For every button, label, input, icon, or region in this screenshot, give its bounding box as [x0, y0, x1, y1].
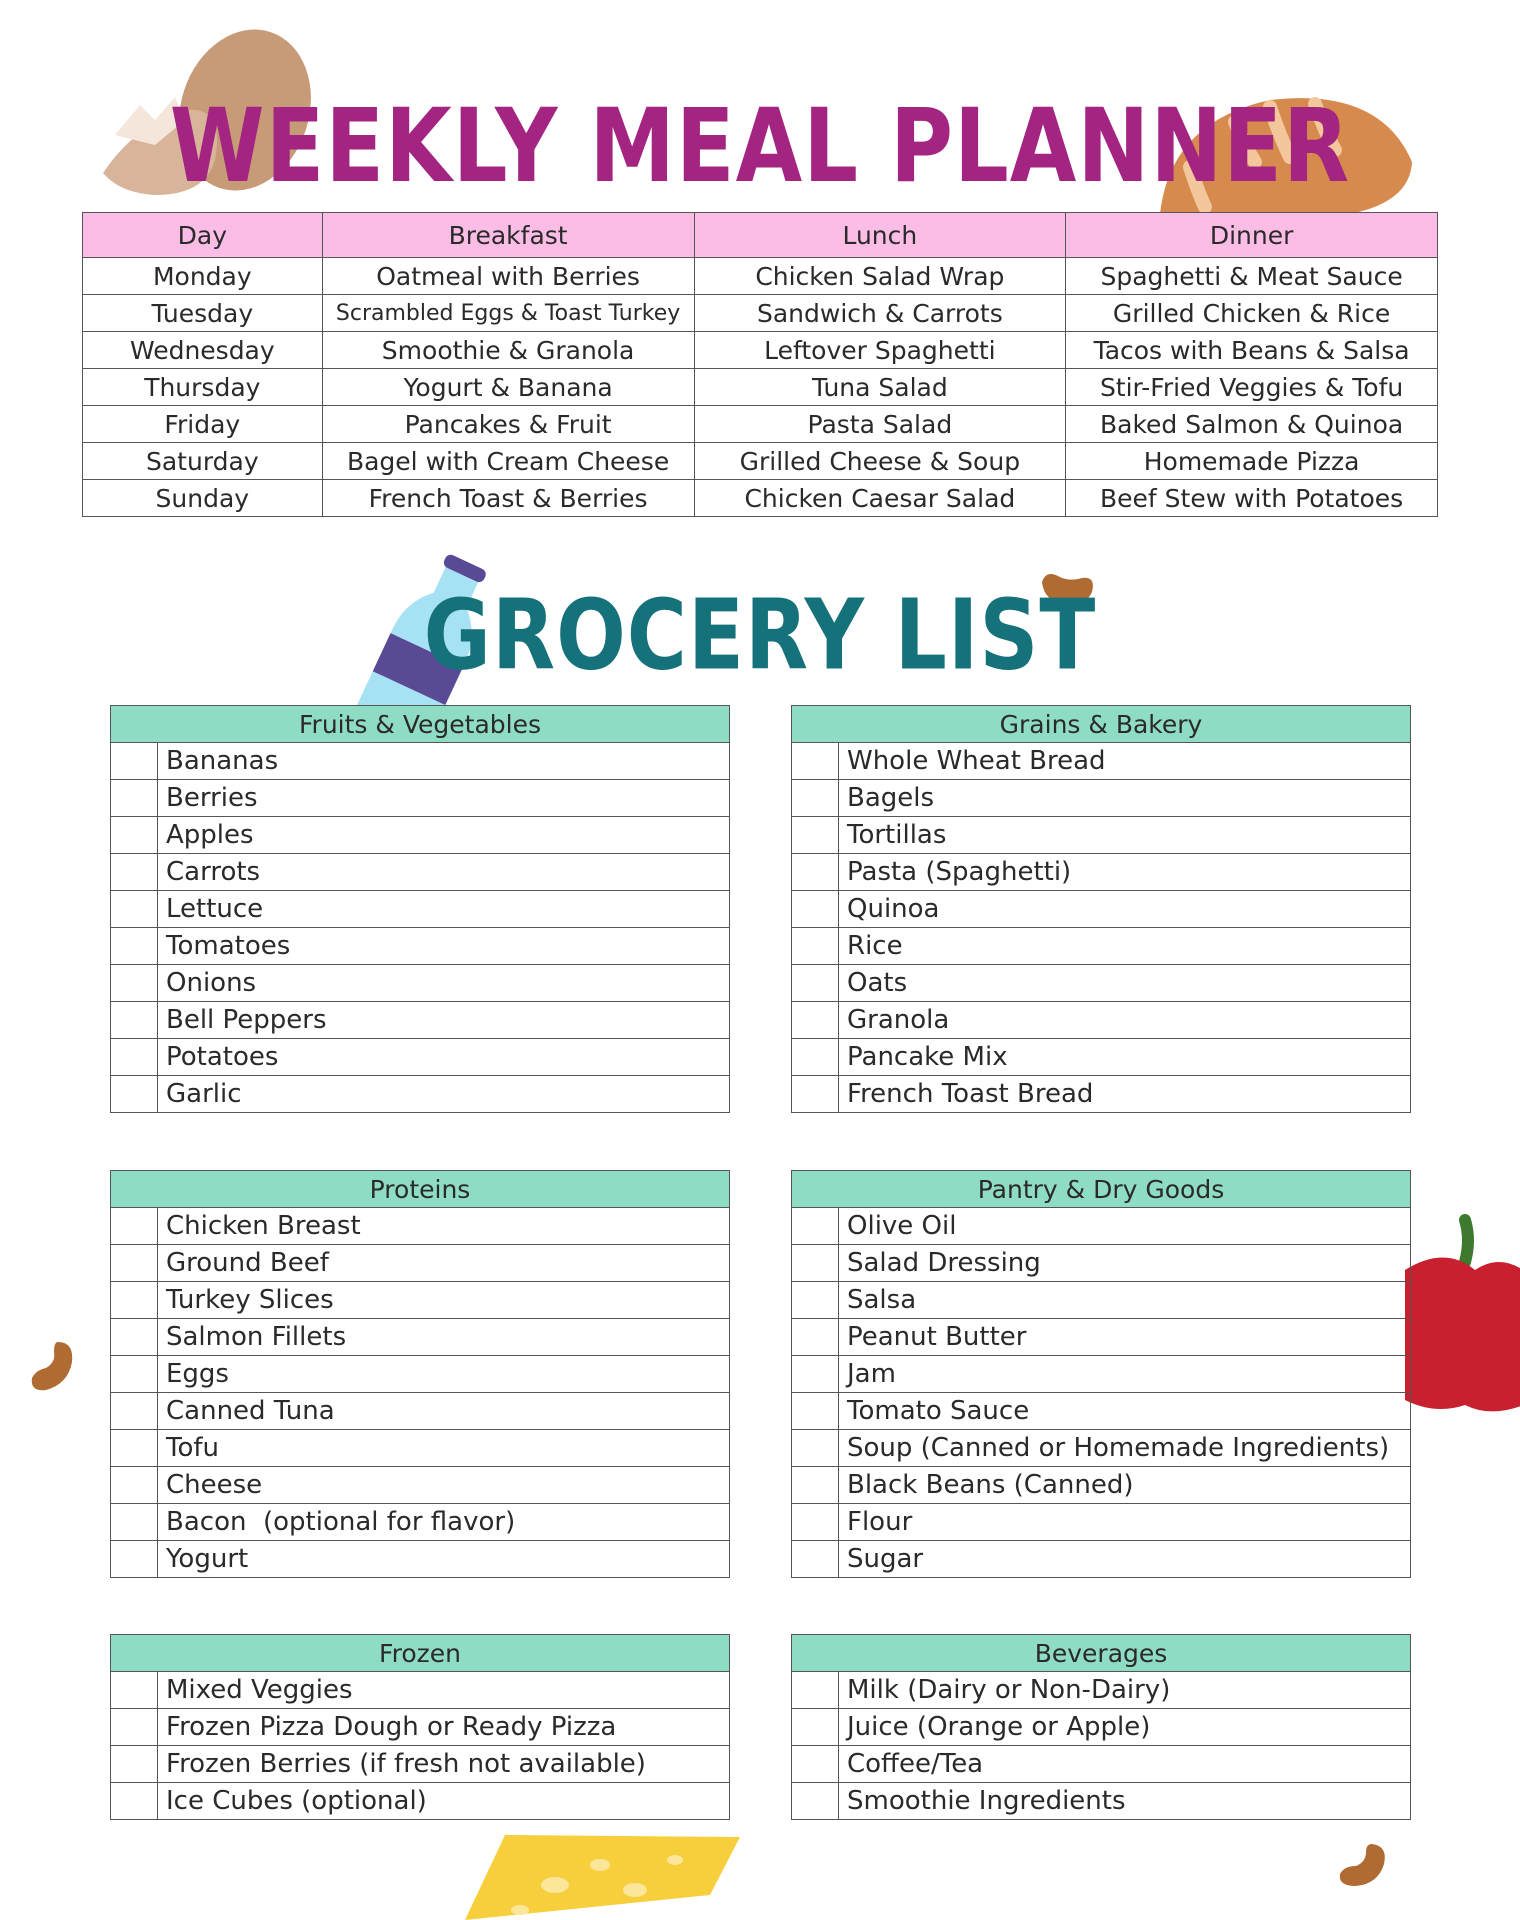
list-item [792, 928, 1411, 965]
section-heading: Fruits & Vegetables [111, 706, 730, 743]
list-item [111, 1356, 730, 1393]
item-label: Canned Tuna [158, 1393, 730, 1430]
checkbox[interactable] [792, 1002, 839, 1039]
list-item [792, 817, 1411, 854]
list-item [111, 928, 730, 965]
checkbox[interactable] [111, 1076, 158, 1113]
checkbox[interactable] [111, 817, 158, 854]
item-label: Lettuce [158, 891, 730, 928]
checkbox[interactable] [111, 1002, 158, 1039]
checkbox[interactable] [792, 1672, 839, 1709]
table-row [83, 258, 1438, 295]
lunch-cell: Chicken Salad Wrap [694, 258, 1066, 295]
grocery-section-frozen [110, 1634, 730, 1820]
lunch-cell: Chicken Caesar Salad [694, 480, 1066, 517]
item-label: Pasta (Spaghetti) [839, 854, 1411, 891]
checkbox[interactable] [792, 891, 839, 928]
grocery-section-beverages [791, 1634, 1411, 1820]
list-item [111, 780, 730, 817]
checkbox[interactable] [111, 1356, 158, 1393]
checkbox[interactable] [792, 1541, 839, 1578]
breakfast-cell: Scrambled Eggs & Toast Turkey [322, 295, 694, 332]
item-label: Salsa [839, 1282, 1411, 1319]
item-label: Mixed Veggies [158, 1672, 730, 1709]
dinner-cell: Homemade Pizza [1066, 443, 1438, 480]
list-item [792, 1076, 1411, 1113]
breakfast-cell: Bagel with Cream Cheese [322, 443, 694, 480]
list-item [111, 743, 730, 780]
list-item [792, 1208, 1411, 1245]
checkbox[interactable] [111, 1430, 158, 1467]
checkbox[interactable] [111, 891, 158, 928]
dinner-cell: Beef Stew with Potatoes [1066, 480, 1438, 517]
checkbox[interactable] [792, 1039, 839, 1076]
item-label: Sugar [839, 1541, 1411, 1578]
day-cell: Saturday [83, 443, 323, 480]
dinner-cell: Tacos with Beans & Salsa [1066, 332, 1438, 369]
dinner-cell: Baked Salmon & Quinoa [1066, 406, 1438, 443]
list-item [792, 1002, 1411, 1039]
checkbox[interactable] [111, 1746, 158, 1783]
item-label: Rice [839, 928, 1411, 965]
list-item [111, 817, 730, 854]
item-label: Eggs [158, 1356, 730, 1393]
checkbox[interactable] [792, 1319, 839, 1356]
list-item [792, 965, 1411, 1002]
list-item [111, 891, 730, 928]
list-item [111, 1245, 730, 1282]
item-label: Yogurt [158, 1541, 730, 1578]
list-item [111, 1002, 730, 1039]
table-header-row [83, 213, 1438, 258]
item-label: Tomatoes [158, 928, 730, 965]
checkbox[interactable] [792, 928, 839, 965]
item-label: Milk (Dairy or Non-Dairy) [839, 1672, 1411, 1709]
item-label: Granola [839, 1002, 1411, 1039]
list-item [792, 743, 1411, 780]
checkbox[interactable] [111, 1245, 158, 1282]
day-cell: Sunday [83, 480, 323, 517]
checkbox[interactable] [792, 854, 839, 891]
table-row [83, 369, 1438, 406]
list-item [111, 1541, 730, 1578]
checkbox[interactable] [111, 928, 158, 965]
checkbox[interactable] [792, 1393, 839, 1430]
item-label: Ground Beef [158, 1245, 730, 1282]
grocery-section-grains-bakery [791, 705, 1411, 1113]
item-label: Frozen Berries (if fresh not available) [158, 1746, 730, 1783]
list-item [792, 1430, 1411, 1467]
table-row [83, 332, 1438, 369]
cheese-illustration [465, 1835, 740, 1920]
checkbox[interactable] [792, 780, 839, 817]
checkbox[interactable] [792, 1430, 839, 1467]
checkbox[interactable] [792, 817, 839, 854]
list-item [792, 1356, 1411, 1393]
list-item [792, 854, 1411, 891]
list-item [792, 1282, 1411, 1319]
checkbox[interactable] [111, 1709, 158, 1746]
checkbox[interactable] [111, 1039, 158, 1076]
item-label: Tortillas [839, 817, 1411, 854]
checkbox[interactable] [111, 1541, 158, 1578]
table-row [83, 443, 1438, 480]
item-label: Apples [158, 817, 730, 854]
list-item [111, 1319, 730, 1356]
checkbox[interactable] [792, 1709, 839, 1746]
checkbox[interactable] [111, 1208, 158, 1245]
list-item [111, 1076, 730, 1113]
lunch-cell: Pasta Salad [694, 406, 1066, 443]
checkbox[interactable] [111, 743, 158, 780]
item-label: Jam [839, 1356, 1411, 1393]
bean-illustration [28, 1338, 80, 1394]
item-label: Salad Dressing [839, 1245, 1411, 1282]
list-item [111, 1282, 730, 1319]
breakfast-cell: Pancakes & Fruit [322, 406, 694, 443]
grocery-section-fruits-vegetables [110, 705, 730, 1113]
list-item [792, 1245, 1411, 1282]
item-label: Carrots [158, 854, 730, 891]
item-label: Tomato Sauce [839, 1393, 1411, 1430]
list-item [792, 1672, 1411, 1709]
breakfast-cell: French Toast & Berries [322, 480, 694, 517]
item-label: Tofu [158, 1430, 730, 1467]
list-item [111, 854, 730, 891]
list-item [792, 1783, 1411, 1820]
list-item [792, 1541, 1411, 1578]
section-heading: Beverages [792, 1635, 1411, 1672]
list-item [111, 1467, 730, 1504]
page-title: WEEKLY MEAL PLANNER [169, 88, 1351, 206]
item-label: Pancake Mix [839, 1039, 1411, 1076]
checkbox[interactable] [792, 1356, 839, 1393]
list-item [792, 1746, 1411, 1783]
item-label: Onions [158, 965, 730, 1002]
checkbox[interactable] [792, 1504, 839, 1541]
item-label: French Toast Bread [839, 1076, 1411, 1113]
item-label: Coffee/Tea [839, 1746, 1411, 1783]
list-item [792, 1467, 1411, 1504]
table-row [83, 480, 1438, 517]
lunch-cell: Tuna Salad [694, 369, 1066, 406]
checkbox[interactable] [792, 1245, 839, 1282]
list-item [792, 1393, 1411, 1430]
checkbox[interactable] [111, 1319, 158, 1356]
section-heading: Proteins [111, 1171, 730, 1208]
list-item [792, 1039, 1411, 1076]
item-label: Potatoes [158, 1039, 730, 1076]
checkbox[interactable] [111, 965, 158, 1002]
dinner-cell: Spaghetti & Meat Sauce [1066, 258, 1438, 295]
item-label: Peanut Butter [839, 1319, 1411, 1356]
item-label: Oats [839, 965, 1411, 1002]
list-item [792, 891, 1411, 928]
item-label: Whole Wheat Bread [839, 743, 1411, 780]
item-label: Juice (Orange or Apple) [839, 1709, 1411, 1746]
dinner-cell: Grilled Chicken & Rice [1066, 295, 1438, 332]
item-label: Bagels [839, 780, 1411, 817]
dinner-cell: Stir-Fried Veggies & Tofu [1066, 369, 1438, 406]
lunch-cell: Sandwich & Carrots [694, 295, 1066, 332]
list-item [111, 1672, 730, 1709]
item-label: Cheese [158, 1467, 730, 1504]
list-item [111, 1709, 730, 1746]
day-cell: Tuesday [83, 295, 323, 332]
item-label: Bacon (optional for flavor) [158, 1504, 730, 1541]
day-cell: Thursday [83, 369, 323, 406]
grocery-list-title: GROCERY LIST [423, 580, 1097, 693]
table-row [83, 295, 1438, 332]
column-header-lunch: Lunch [694, 213, 1066, 258]
item-label: Salmon Fillets [158, 1319, 730, 1356]
breakfast-cell: Oatmeal with Berries [322, 258, 694, 295]
list-item [111, 1746, 730, 1783]
item-label: Bananas [158, 743, 730, 780]
checkbox[interactable] [111, 1783, 158, 1820]
item-label: Ice Cubes (optional) [158, 1783, 730, 1820]
list-item [111, 1208, 730, 1245]
list-item [792, 1319, 1411, 1356]
checkbox[interactable] [792, 1076, 839, 1113]
lunch-cell: Grilled Cheese & Soup [694, 443, 1066, 480]
grocery-section-proteins [110, 1170, 730, 1578]
section-heading: Pantry & Dry Goods [792, 1171, 1411, 1208]
checkbox[interactable] [792, 1467, 839, 1504]
item-label: Flour [839, 1504, 1411, 1541]
list-item [792, 1709, 1411, 1746]
list-item [111, 965, 730, 1002]
checkbox[interactable] [792, 965, 839, 1002]
checkbox[interactable] [111, 1504, 158, 1541]
list-item [111, 1393, 730, 1430]
day-cell: Monday [83, 258, 323, 295]
day-cell: Friday [83, 406, 323, 443]
item-label: Frozen Pizza Dough or Ready Pizza [158, 1709, 730, 1746]
checkbox[interactable] [111, 1672, 158, 1709]
table-row [83, 406, 1438, 443]
checkbox[interactable] [111, 854, 158, 891]
item-label: Chicken Breast [158, 1208, 730, 1245]
column-header-breakfast: Breakfast [322, 213, 694, 258]
list-item [792, 780, 1411, 817]
meal-planner-table [82, 212, 1438, 517]
list-item [111, 1039, 730, 1076]
bean-illustration [1336, 1840, 1392, 1890]
checkbox[interactable] [792, 1783, 839, 1820]
item-label: Garlic [158, 1076, 730, 1113]
lunch-cell: Leftover Spaghetti [694, 332, 1066, 369]
checkbox[interactable] [111, 780, 158, 817]
checkbox[interactable] [792, 1746, 839, 1783]
breakfast-cell: Yogurt & Banana [322, 369, 694, 406]
checkbox[interactable] [792, 1282, 839, 1319]
section-heading: Frozen [111, 1635, 730, 1672]
grocery-section-pantry-dry-goods [791, 1170, 1411, 1578]
item-label: Turkey Slices [158, 1282, 730, 1319]
column-header-dinner: Dinner [1066, 213, 1438, 258]
list-item [792, 1504, 1411, 1541]
item-label: Soup (Canned or Homemade Ingredients) [839, 1430, 1411, 1467]
column-header-day: Day [83, 213, 323, 258]
apple-illustration [1405, 1210, 1520, 1415]
checkbox[interactable] [111, 1467, 158, 1504]
list-item [111, 1783, 730, 1820]
checkbox[interactable] [111, 1393, 158, 1430]
checkbox[interactable] [792, 743, 839, 780]
item-label: Olive Oil [839, 1208, 1411, 1245]
checkbox[interactable] [111, 1282, 158, 1319]
checkbox[interactable] [792, 1208, 839, 1245]
item-label: Bell Peppers [158, 1002, 730, 1039]
list-item [111, 1504, 730, 1541]
item-label: Quinoa [839, 891, 1411, 928]
section-heading: Grains & Bakery [792, 706, 1411, 743]
item-label: Black Beans (Canned) [839, 1467, 1411, 1504]
list-item [111, 1430, 730, 1467]
breakfast-cell: Smoothie & Granola [322, 332, 694, 369]
item-label: Berries [158, 780, 730, 817]
item-label: Smoothie Ingredients [839, 1783, 1411, 1820]
day-cell: Wednesday [83, 332, 323, 369]
